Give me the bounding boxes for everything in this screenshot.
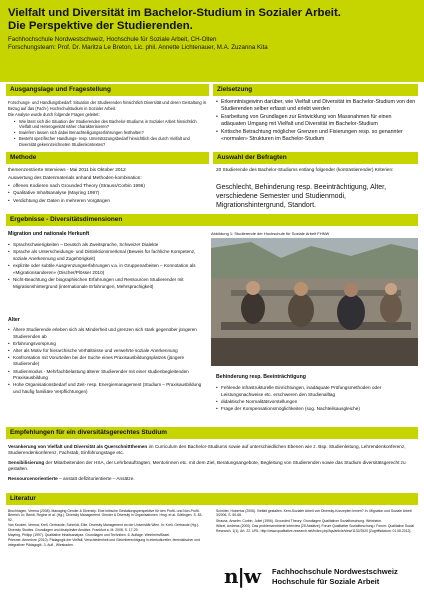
ausgangslage-lead: Die Analyse wurde durch folgende Fragen geleitet:	[8, 112, 100, 117]
empfehlungen-heading: Empfehlungen für ein diversitätsgerechtes Studium	[6, 427, 418, 439]
ausgangslage-questions	[8, 119, 207, 148]
behinderung-list	[216, 385, 416, 413]
list-item: • Inwiefern lassen sich dabei Benachteiligungserfahrungen festhalten?	[14, 130, 207, 136]
alter-list	[8, 327, 207, 395]
empfehlung-1-bold: Verankerung von Vielfalt und Diversität als Querschnittthemen	[8, 444, 148, 449]
list-item: • Fehlende infrastrukturelle Einrichtungen, inadäquate Prüfungsmethoden oder Leistungsnachweise etc. erschweren den Studienalltag	[216, 385, 416, 398]
list-item: • didaktische Normalitätsvorstellungen	[216, 399, 416, 406]
fhnw-logo-mark: n|w	[224, 564, 261, 588]
reference-item: Van Keuken, Verena; Krell, Gertraude; Schmidt, Elke. Diversity Management an der Universität Wien. In: Krell, Gertraude (Hg.). Diversity Studies. Grundlagen und disziplinäre Ansätze. Frankfurt a. M. 2008. S. 17-29.	[8, 523, 200, 532]
behinderung-body	[216, 385, 416, 413]
fhnw-logo-line2: Hochschule für Soziale Arbeit	[272, 577, 380, 586]
reference-item: Strauss, Anselm; Corbin, Juliet (1996). Grounded Theory: Grundlagen Qualitativer Sozialforschung. Weinheim.	[216, 518, 382, 523]
fhnw-logo-line1: Fachhochschule Nordwestschweiz	[272, 567, 398, 576]
methode-line: Auswertung des Datenmaterials anhand Methoden-kombination:	[8, 174, 142, 180]
migration-heading: Migration und nationale Herkunft	[8, 231, 90, 237]
poster-title-line1: Vielfalt und Diversität im Bachelor-Studium in Sozialer Arbeit.	[8, 7, 341, 19]
behinderung-heading: Behinderung resp. Beeinträchtigung	[216, 374, 306, 380]
methode-list	[8, 183, 207, 205]
students-photo	[211, 238, 418, 366]
list-item: • Verdichtung der Daten in mehreren Vorgängen	[8, 198, 207, 205]
empfehlungen-body	[8, 444, 417, 483]
zielsetzung-list	[216, 99, 417, 143]
reference-item: Schröter, Hubertus (2006). Vielfalt gestalten. Kern-Sozialer Arbeit von Diversity-Konzepten lernen? In: Migration und Soziale Arbeit 3/2006. S. 60-68.	[216, 509, 412, 518]
migration-body	[8, 242, 207, 291]
list-item: • explizite oder subtile Ausgrenzungserfahrungen v.a. in Gruppenarbeiten – Konnotation als «Migrationsanderen» (Discher/Plösser 2010)	[8, 263, 207, 276]
befragten-intro: 20 Studierende des Bachelor-Studiums entlang folgender (kontrastierender) Kriterien:	[216, 167, 394, 172]
ausgangslage-intro: Forschungs- und Handlungsbedarf: Situation der Studierenden hinsichtlich Diversität und deren Gestaltung in Bezug auf das (Fach-) Hochschulstudium in Sozialer Arbeit.	[8, 100, 206, 111]
literatur-heading: Literatur	[6, 493, 418, 505]
empfehlung-3-bold: Ressourcenorientierte	[8, 475, 58, 481]
list-item: • Sprachschwierigkeiten – Deutsch als Zweitsprache, Schweizer Dialekte	[8, 242, 207, 249]
methode-body	[8, 167, 207, 205]
empfehlung-3-rest: – anstatt defizitorientierte – Ansätze.	[57, 475, 135, 481]
institution-line: Fachhochschule Nordwestschweiz, Hochschule für Soziale Arbeit, CH-Olten	[8, 36, 217, 43]
reference-item: Mayring, Philipp (1997). Qualitative Inhaltsanalyse. Grundlagen und Techniken. 6. Auflage. Weinheim/Basel.	[8, 533, 170, 538]
poster-header	[0, 0, 424, 82]
methode-heading: Methode	[6, 152, 209, 164]
photo-caption: Abbildung 1: Studierende der Hochschule für Soziale Arbeit FHNW	[211, 231, 330, 236]
list-item: • Alter als Motiv für hierarchische Verhältnisse und verwehrte soziale Anerkennung	[8, 348, 207, 355]
ergebnisse-heading: Ergebnisse - Diversitätsdimensionen	[6, 214, 418, 226]
list-item: • Erarbeitung von Grundlagen zur Entwicklung von Massnahmen für einen adäquaten Umgang mit Vielfalt und Diversität im Bachelor-Studium	[216, 114, 417, 128]
list-item: • Sprache als Unterscheidungs- und Distinktionsmerkmal (Beweis für fachliche Kompetenz, soziale Anerkennung und Zugehörigkeit)	[8, 249, 207, 262]
list-item: • Qualitative Inhaltsanalyse (Mayring 1997)	[8, 190, 207, 197]
befragten-heading: Auswahl der Befragten	[213, 152, 418, 164]
list-item: • Hohe Organisationsbedarf und Zeit- resp. Energiemanagement (Studium – Praxisausbildung und häufig familiäre Verpflichtungen)	[8, 382, 207, 395]
empfehlung-2	[8, 460, 417, 473]
empfehlung-2-bold: Sensibilisierung	[8, 459, 45, 465]
list-item: • offenes Kodieren nach Grounded Theory (Strauss/Corbin 1996)	[8, 183, 207, 190]
methode-line: themenzentrierte Interviews - Mai 2011 bis Oktober 2012	[8, 167, 126, 172]
reference-item: Bruchhagen, Verena (2008). Managing Gender & Diversity: Eine kritische Gestaltungsperspektive für den Profit- und Non-Profit-Bereich. In: Bendl, Regine et al. (Hg.). Diversity Management. Gender & Diversity in Organisationen. Hrsg. et al. Göttingen. S. 83-92.	[8, 509, 203, 522]
ausgangslage-heading: Ausgangslage und Fragestellung	[6, 84, 209, 96]
list-item: • Besteht spezifischer Handlungs- resp. Unterstützungsbedarf hinsichtlich des durch Vielfalt und Diversität gekennzeichneten Studienkontextes?	[14, 136, 207, 147]
reference-item: Priesner, Annedore (2010). Pädagogik der Vielfalt. Verschiedenheit und Gleichberechtigung in interkultureller, feministischer und integrativer Pädagogik. 3. Aufl., Wiesbaden.	[8, 538, 200, 547]
list-item: • Studienmodus - Mehrfachbelastung älterer Studierender mit einer studienbegleitenden Praxisausbildung	[8, 369, 207, 382]
literatur-right	[216, 509, 417, 534]
list-item: • Kritische Betrachtung möglicher Grenzen und Fixierungen resp. so genannter «normaler» Strukturen im Bachelor-Studium	[216, 129, 417, 143]
zielsetzung-body	[216, 99, 417, 144]
empfehlung-2-rest: der Mitarbeitenden der HSA, der Lehrbeauftragten, Mentorinnen etc. mit dem Ziel, Beratungsangebote, Begleitung von Studierenden sowie das Studium diversitätsgerecht zu gestalten.	[8, 459, 406, 472]
zielsetzung-heading: Zielsetzung	[213, 84, 418, 96]
empfehlung-1	[8, 444, 417, 457]
list-item: • Konfrontation mit Vorurteilen bei der Suche eines Praxisausbildungsplatzes (jüngere Studierende)	[8, 355, 207, 368]
fhnw-logo	[224, 563, 414, 591]
list-item: • Erkenntnisgewinn darüber, wie Vielfalt und Diversität im Bachelor-Studium von den Studierenden selber erfasst und erlebt werden	[216, 99, 417, 113]
poster-title-line2: Die Perspektive der Studierenden.	[8, 20, 193, 32]
list-item: • Frage der Kompensationsmöglichkeiten (sog. Nachteilsausgleiche)	[216, 406, 416, 413]
list-item: • Wie lässt sich die Situation der Studierenden des Bachelor-Studiums in Sozialer Arbeit hinsichtlich Vielfalt und Heterogenität näher charakterisieren?	[14, 119, 207, 130]
photo-illustration	[211, 238, 418, 366]
list-item: • Erfahrungsvorsprung	[8, 341, 207, 348]
literatur-left	[8, 509, 207, 548]
research-team-line: Forschungsteam: Prof. Dr. Maritza Le Breton, Lic. phil. Annette Lichtenauer, M.A. Zuzanna Kita	[8, 44, 268, 52]
befragten-criteria: Geschlecht, Behinderung resp. Beeinträchtigung, Alter, verschiedene Semester und Studienmodi, Migrationshintergrund, Standort.	[216, 184, 387, 210]
list-item: • Ältere Studierende erleben sich als Minderheit und grenzen sich stark gegenüber jüngeren Studierenden ab	[8, 327, 207, 340]
alter-body	[8, 327, 207, 396]
ausgangslage-body	[8, 100, 207, 148]
empfehlung-3	[8, 476, 417, 482]
alter-heading: Alter	[8, 317, 20, 323]
migration-list	[8, 242, 207, 290]
empfehlung-1-rest: im Curriculum des Bachelor-Studiums sowie auf unterschiedlichen Ebenen wie z. Bsp. Studienleitung, Lehrendenkonferenz, Studierendenkonferenz, Fachstab, Einführungstage etc.	[8, 444, 406, 456]
reference-item: Witzel, Andreas (2000). Das problemzentrierte Interview [25 Absätze]. Forum Qualitative Sozialforschung / Forum: Qualitative Social Research, 1(1), Art. 22. URL: http://www.qualitative-research.net/index.php/fqs/article/view/1132/2520 [Zugriffsdatum: 01.08.2012].	[216, 524, 415, 533]
list-item: • Nicht-Beachtung der biographischen Erfahrungen und Ressourcen Studierender mit Migrationshintergrund (internationale Erfahrungen, Mehrsprachigkeit)	[8, 277, 207, 290]
